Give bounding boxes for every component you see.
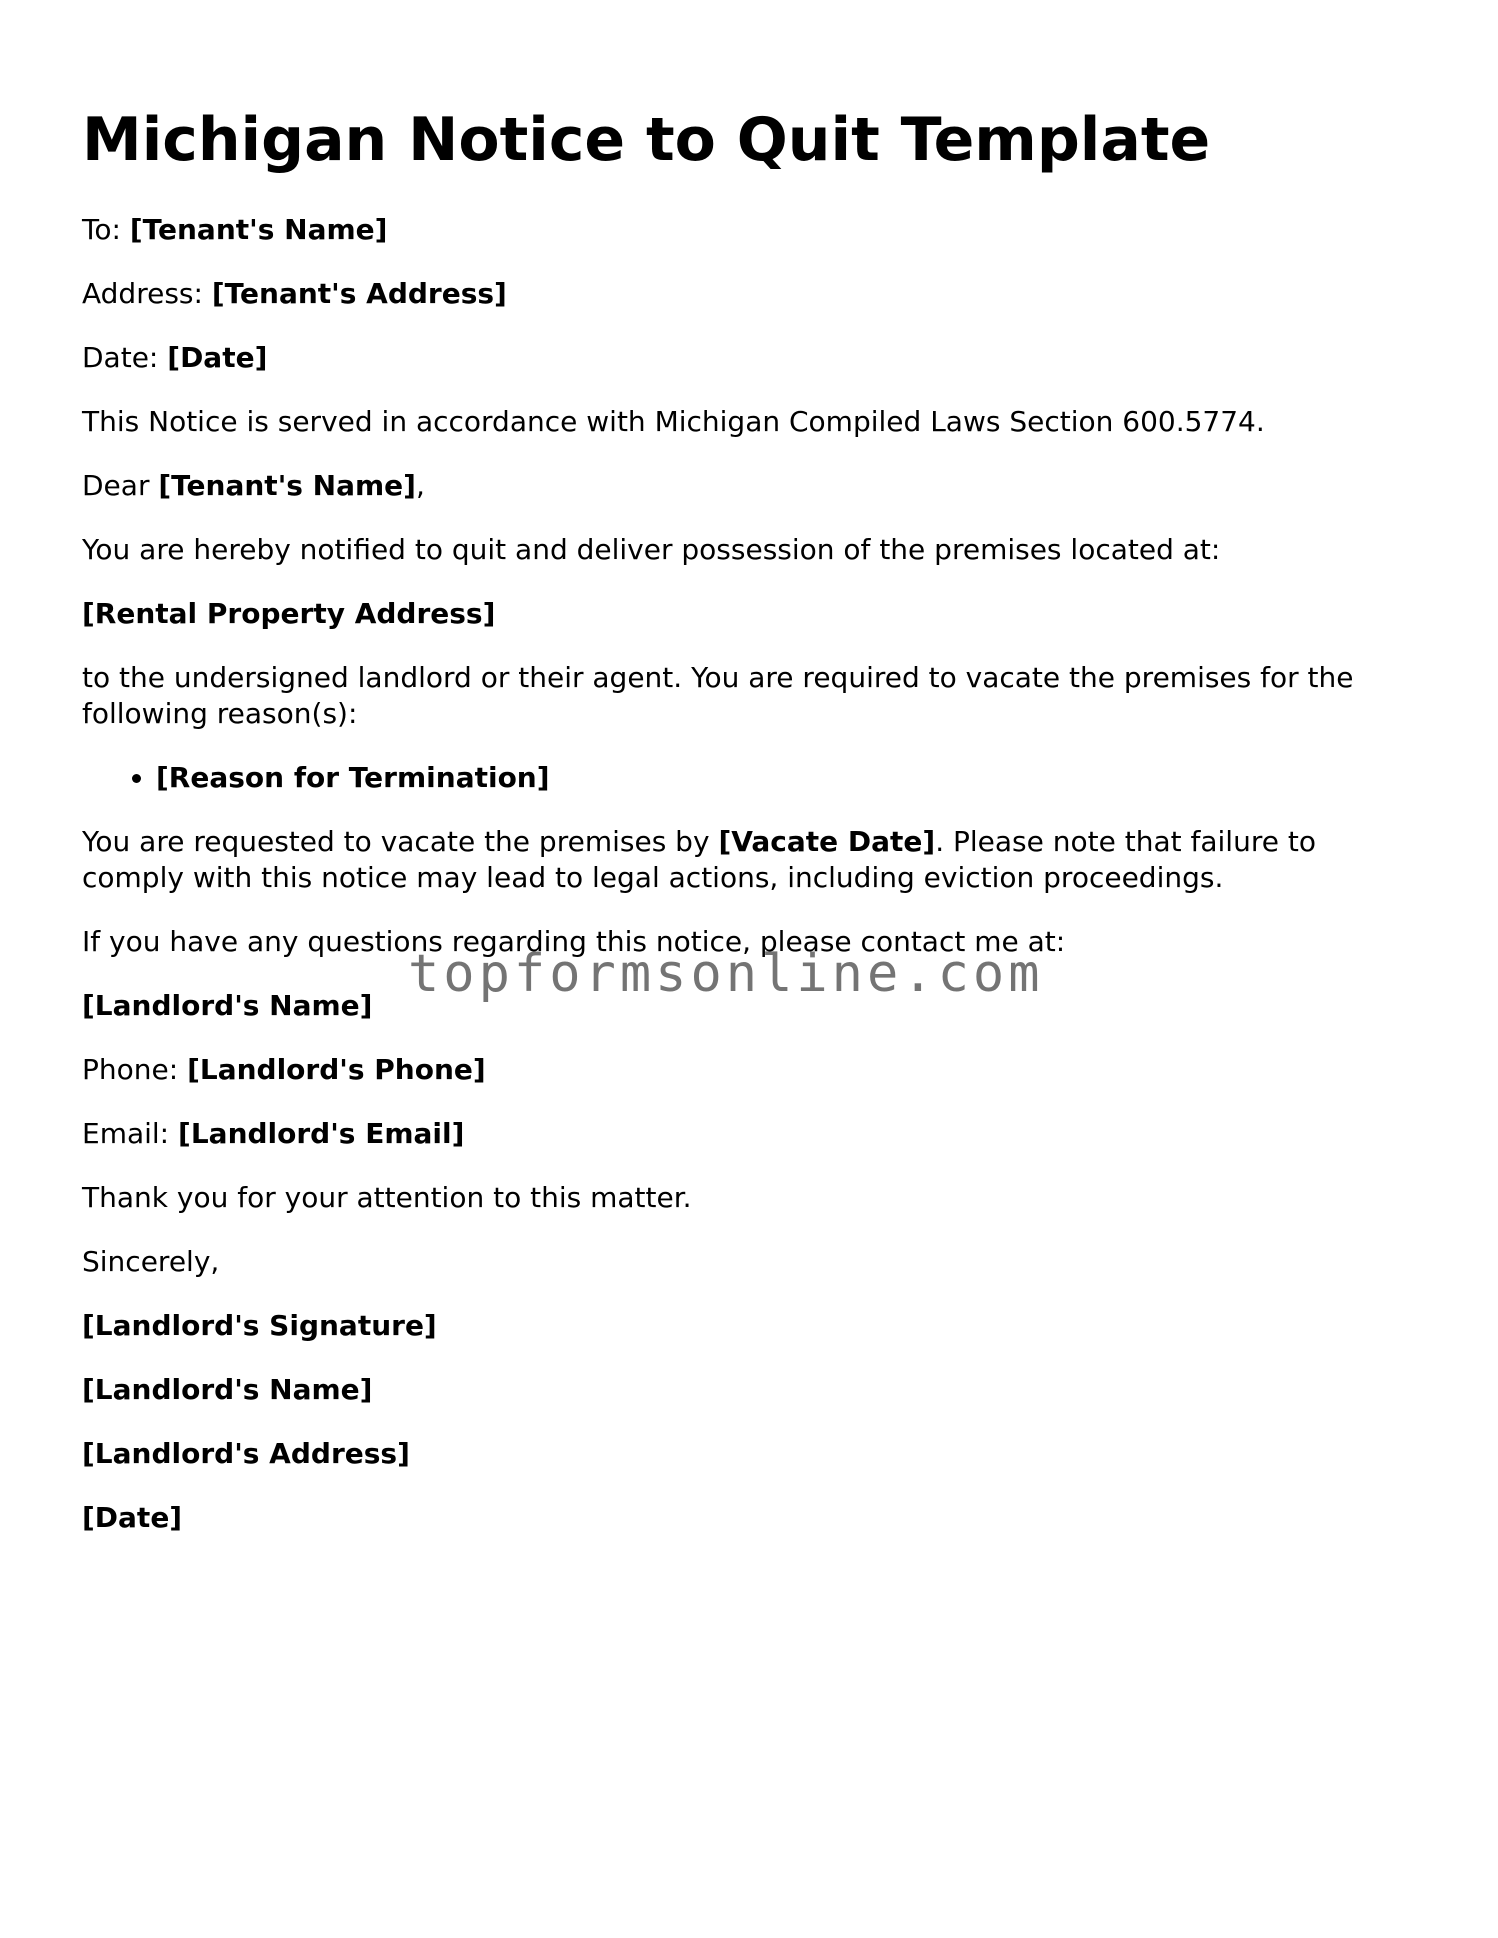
list-item: [156, 760, 1412, 796]
greeting-prefix: Dear: [82, 469, 150, 502]
address-label: Address:: [82, 277, 203, 310]
watermark: topformsonline.com: [408, 944, 1044, 1004]
tenant-address-placeholder: [Tenant's Address]: [211, 277, 507, 310]
page-title: Michigan Notice to Quit Template: [82, 105, 1211, 175]
rental-property-address-placeholder: [Rental Property Address]: [82, 597, 496, 630]
phone-label: Phone:: [82, 1053, 179, 1086]
signature-date-line: [82, 1500, 1412, 1536]
reason-placeholder: [Reason for Termination]: [156, 761, 550, 794]
required-paragraph: to the undersigned landlord or their agent. You are required to vacate the premises for the following reason(s):: [82, 661, 1354, 730]
signature-landlord-name-placeholder: [Landlord's Name]: [82, 1373, 373, 1406]
contact-intro-paragraph: If you have any questions regarding this notice, please contact me at:: [82, 925, 1066, 958]
vacate-paragraph: [82, 824, 1412, 896]
to-line: [82, 212, 1412, 248]
landlord-phone-placeholder: [Landlord's Phone]: [187, 1053, 486, 1086]
signature-date-placeholder: [Date]: [82, 1501, 183, 1534]
email-line: [82, 1116, 1412, 1152]
vacate-date-placeholder: [Vacate Date]: [718, 825, 936, 858]
landlord-address-placeholder: [Landlord's Address]: [82, 1437, 410, 1470]
greeting-tenant-name: [Tenant's Name]: [158, 469, 416, 502]
date-label: Date:: [82, 341, 159, 374]
greeting-suffix: ,: [415, 469, 425, 502]
vacate-suffix: . Please note that failure to comply with this notice may lead to legal actions, including eviction proceedings.: [82, 825, 1316, 894]
to-label: To:: [82, 213, 121, 246]
vacate-prefix: You are requested to vacate the premises by: [82, 825, 710, 858]
signature-name-line: [82, 1372, 1412, 1408]
greeting-line: [82, 468, 1412, 504]
closing-line: Sincerely,: [82, 1245, 220, 1278]
date-placeholder: [Date]: [167, 341, 268, 374]
notified-paragraph: You are hereby notified to quit and deliver possession of the premises located at:: [82, 533, 1221, 566]
date-line: [82, 340, 1412, 376]
email-label: Email:: [82, 1117, 170, 1150]
signature-address-line: [82, 1436, 1412, 1472]
landlord-email-placeholder: [Landlord's Email]: [178, 1117, 465, 1150]
address-line: [82, 276, 1412, 312]
contact-name-line: [82, 988, 1412, 1024]
reasons-list: [82, 760, 1412, 796]
landlord-name-placeholder: [Landlord's Name]: [82, 989, 373, 1022]
signature-line: [82, 1308, 1412, 1344]
notice-body: [82, 212, 1412, 1564]
statute-paragraph: This Notice is served in accordance with Michigan Compiled Laws Section 600.5774.: [82, 405, 1265, 438]
tenant-name-placeholder: [Tenant's Name]: [129, 213, 388, 246]
property-address-line: [82, 596, 1412, 632]
landlord-signature-placeholder: [Landlord's Signature]: [82, 1309, 437, 1342]
phone-line: [82, 1052, 1412, 1088]
thanks-paragraph: Thank you for your attention to this matter.: [82, 1181, 692, 1214]
